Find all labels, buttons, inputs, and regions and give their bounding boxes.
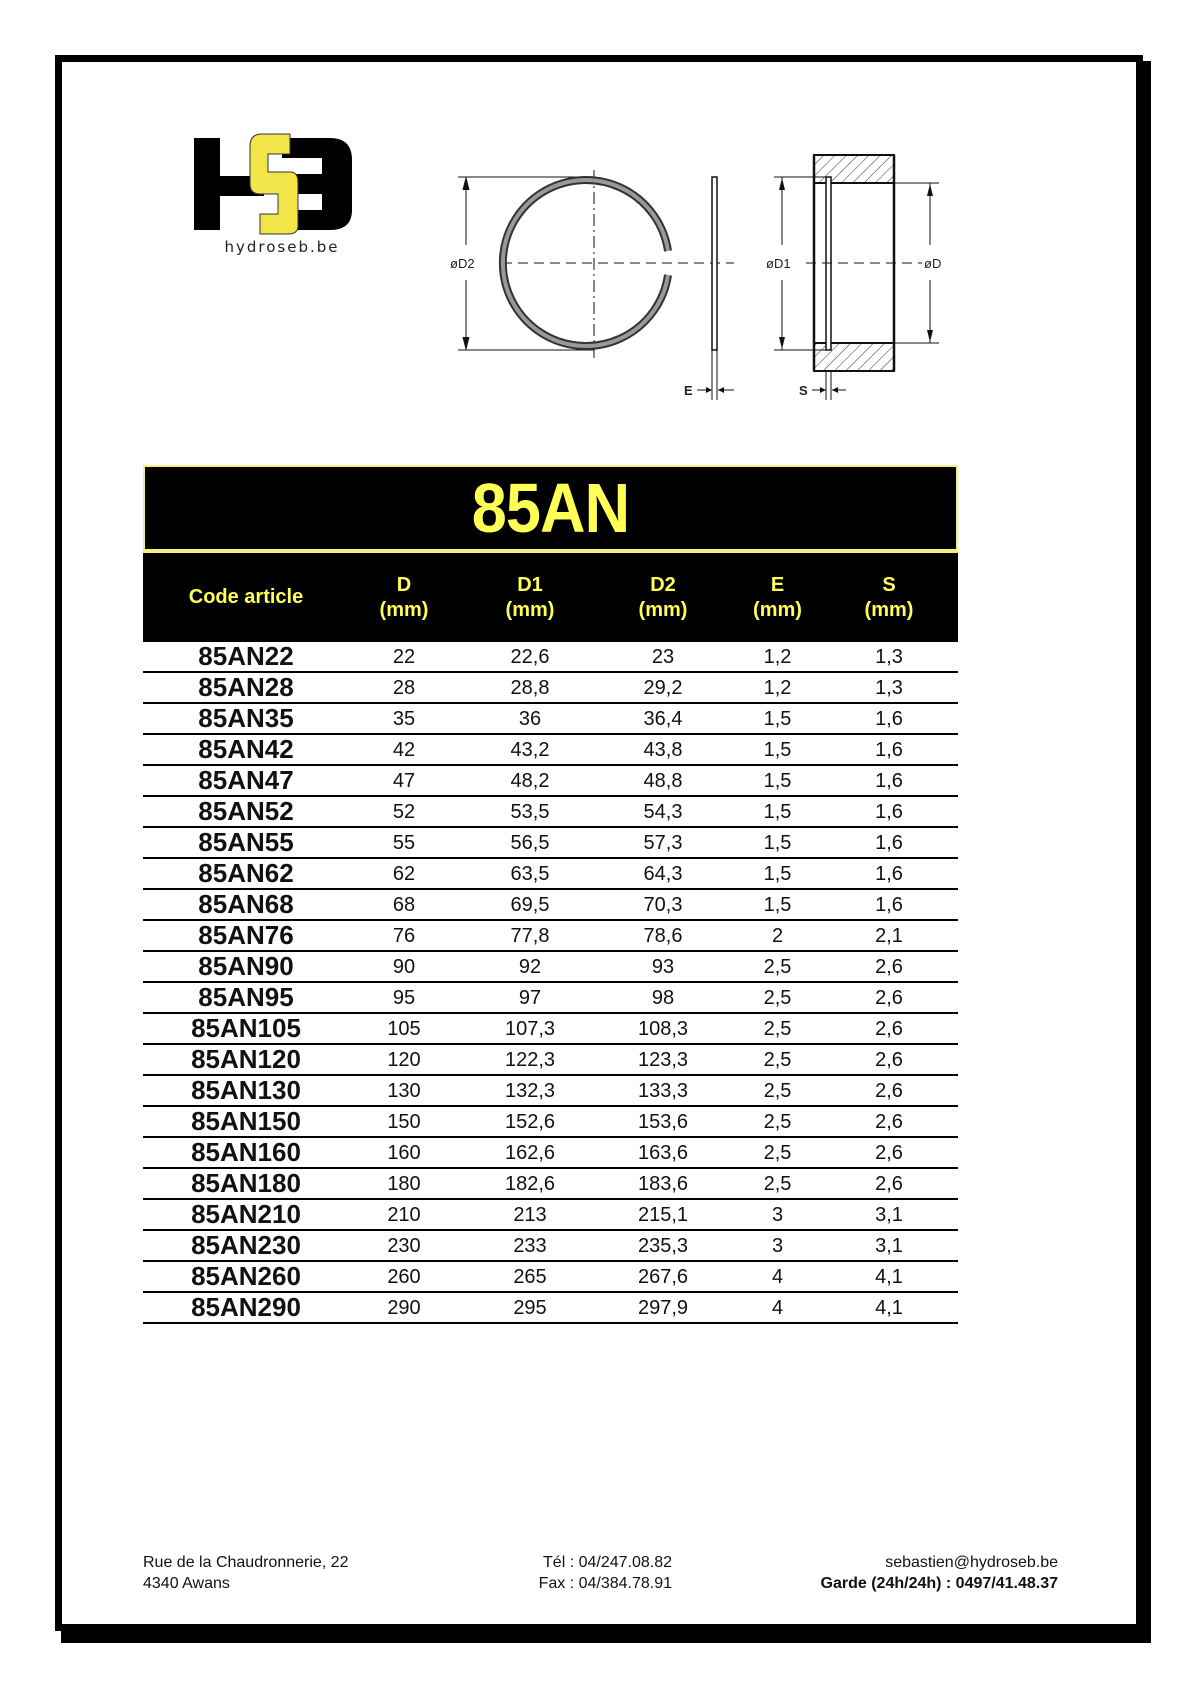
cell-d2: 133,3 — [637, 1080, 689, 1102]
cell-d2: 123,3 — [637, 1049, 689, 1071]
cell-code: 85AN52 — [198, 796, 294, 826]
table-row — [143, 797, 958, 828]
cell-d: 28 — [392, 677, 416, 699]
table-row — [143, 983, 958, 1014]
cell-e: 2,5 — [763, 1080, 792, 1102]
cell-d2: 267,6 — [637, 1266, 689, 1288]
cell-d2: 54,3 — [643, 801, 683, 823]
cell-d: 62 — [392, 863, 416, 885]
cell-d2: 153,6 — [637, 1111, 689, 1133]
cell-d1: 162,6 — [504, 1142, 556, 1164]
cell-s: 2,6 — [875, 987, 903, 1009]
cell-e: 1,5 — [763, 801, 792, 823]
cell-d2: 297,9 — [637, 1297, 689, 1319]
cell-s: 1,6 — [875, 770, 903, 792]
logo-website-text: hydroseb.be — [224, 238, 340, 256]
cell-code: 85AN42 — [198, 734, 294, 764]
cell-d1: 295 — [513, 1297, 547, 1319]
cell-s: 2,6 — [875, 1080, 903, 1102]
footer-fax: Fax : 04/384.78.91 — [538, 1575, 672, 1592]
cell-e: 4 — [771, 1266, 784, 1288]
cell-code: 85AN62 — [198, 858, 294, 888]
cell-d: 68 — [392, 894, 416, 916]
page — [55, 55, 1143, 1631]
cell-code: 85AN76 — [198, 920, 294, 950]
cell-s: 2,1 — [875, 925, 903, 947]
cell-d: 210 — [387, 1204, 421, 1226]
cell-e: 2,5 — [763, 1111, 792, 1133]
cell-s: 1,3 — [875, 677, 903, 699]
cell-s: 4,1 — [875, 1297, 903, 1319]
cell-d: 47 — [392, 770, 416, 792]
table-row — [143, 704, 958, 735]
cell-d2: 215,1 — [637, 1204, 689, 1226]
cell-s: 3,1 — [875, 1235, 903, 1257]
cell-d1: 43,2 — [510, 739, 550, 761]
hs-logo-icon — [190, 130, 365, 240]
table-row — [143, 890, 958, 921]
cell-d: 180 — [387, 1173, 421, 1195]
cell-s: 2,6 — [875, 1049, 903, 1071]
cell-code: 85AN47 — [198, 765, 294, 795]
cell-d2: 64,3 — [643, 863, 683, 885]
cell-code: 85AN68 — [198, 889, 294, 919]
cell-d1: 36 — [518, 708, 542, 730]
cell-e: 3 — [771, 1235, 784, 1257]
table-row — [143, 1107, 958, 1138]
cell-e: 1,2 — [763, 646, 792, 668]
cell-d1: 122,3 — [504, 1049, 556, 1071]
footer-email[interactable]: sebastien@hydroseb.be — [885, 1554, 1058, 1571]
svg-text:øD1: øD1 — [766, 256, 791, 271]
cell-d1: 48,2 — [510, 770, 550, 792]
cell-d: 22 — [392, 646, 416, 668]
cell-e: 1,5 — [763, 770, 792, 792]
cell-e: 4 — [771, 1297, 784, 1319]
cell-s: 2,6 — [875, 1173, 903, 1195]
cell-d: 42 — [392, 739, 416, 761]
cell-code: 85AN230 — [191, 1230, 301, 1260]
cell-e: 2,5 — [763, 1173, 792, 1195]
cell-s: 3,1 — [875, 1204, 903, 1226]
cell-s: 1,6 — [875, 863, 903, 885]
cell-d2: 36,4 — [643, 708, 683, 730]
cell-s: 2,6 — [875, 1111, 903, 1133]
cell-d2: 93 — [651, 956, 675, 978]
cell-code: 85AN210 — [191, 1199, 301, 1229]
cell-d1: 152,6 — [504, 1111, 556, 1133]
table-row — [143, 1169, 958, 1200]
cell-s: 1,6 — [875, 832, 903, 854]
cell-e: 1,5 — [763, 863, 792, 885]
cell-d1: 213 — [513, 1204, 547, 1226]
cell-d2: 183,6 — [637, 1173, 689, 1195]
cell-code: 85AN95 — [198, 982, 294, 1012]
cell-d2: 163,6 — [637, 1142, 689, 1164]
cell-d2: 43,8 — [643, 739, 683, 761]
cell-code: 85AN28 — [198, 672, 294, 702]
cell-s: 1,6 — [875, 708, 903, 730]
cell-code: 85AN180 — [191, 1168, 301, 1198]
cell-s: 1,3 — [875, 646, 903, 668]
cell-d: 130 — [387, 1080, 421, 1102]
cell-d: 260 — [387, 1266, 421, 1288]
cell-e: 1,5 — [763, 832, 792, 854]
header-d: D (mm) — [379, 573, 429, 621]
cell-s: 1,6 — [875, 739, 903, 761]
cell-code: 85AN105 — [191, 1013, 301, 1043]
cell-d2: 108,3 — [637, 1018, 689, 1040]
cell-code: 85AN160 — [191, 1137, 301, 1167]
table-row — [143, 859, 958, 890]
footer-address: Rue de la Chaudronnerie, 22 4340 Awans — [143, 1554, 349, 1592]
cell-d2: 78,6 — [643, 925, 683, 947]
cell-e: 1,5 — [763, 739, 792, 761]
cell-d: 290 — [387, 1297, 421, 1319]
cell-d2: 70,3 — [643, 894, 683, 916]
table-row — [143, 1014, 958, 1045]
cell-d1: 182,6 — [504, 1173, 556, 1195]
cell-d: 55 — [392, 832, 416, 854]
cell-d1: 77,8 — [510, 925, 550, 947]
cell-code: 85AN90 — [198, 951, 294, 981]
cell-d: 90 — [392, 956, 416, 978]
cell-d2: 29,2 — [643, 677, 683, 699]
cell-d2: 48,8 — [643, 770, 683, 792]
table-row — [143, 828, 958, 859]
cell-d1: 265 — [513, 1266, 547, 1288]
cell-s: 2,6 — [875, 1018, 903, 1040]
cell-d: 120 — [387, 1049, 421, 1071]
cell-d: 150 — [387, 1111, 421, 1133]
cell-e: 2,5 — [763, 956, 792, 978]
cell-e: 1,5 — [763, 708, 792, 730]
cell-s: 4,1 — [875, 1266, 903, 1288]
table-row — [143, 642, 958, 673]
cell-code: 85AN290 — [191, 1292, 301, 1322]
cell-code: 85AN35 — [198, 703, 294, 733]
table-body — [143, 642, 958, 1324]
table-row — [143, 952, 958, 983]
hydroseb-logo — [190, 130, 365, 260]
cell-d1: 56,5 — [510, 832, 550, 854]
cell-code: 85AN260 — [191, 1261, 301, 1291]
table-row — [143, 921, 958, 952]
cell-d1: 28,8 — [510, 677, 550, 699]
footer-phone — [504, 1552, 672, 1594]
cell-e: 3 — [771, 1204, 784, 1226]
table-row — [143, 766, 958, 797]
cell-d: 35 — [392, 708, 416, 730]
table-header — [143, 551, 958, 642]
cell-d: 105 — [387, 1018, 421, 1040]
cell-s: 2,6 — [875, 1142, 903, 1164]
cell-d: 52 — [392, 801, 416, 823]
cell-e: 2,5 — [763, 987, 792, 1009]
cell-d1: 69,5 — [510, 894, 550, 916]
table-row — [143, 1045, 958, 1076]
cell-d1: 53,5 — [510, 801, 550, 823]
cell-d1: 132,3 — [504, 1080, 556, 1102]
cell-e: 2 — [771, 925, 784, 947]
table-row — [143, 1262, 958, 1293]
cell-d: 76 — [392, 925, 416, 947]
cell-s: 1,6 — [875, 801, 903, 823]
table-row — [143, 1200, 958, 1231]
cell-e: 2,5 — [763, 1049, 792, 1071]
cell-d1: 233 — [513, 1235, 547, 1257]
cell-d2: 23 — [651, 646, 675, 668]
cell-d2: 235,3 — [637, 1235, 689, 1257]
cell-d1: 97 — [518, 987, 542, 1009]
cell-code: 85AN120 — [191, 1044, 301, 1074]
table-row — [143, 1293, 958, 1324]
table-row — [143, 673, 958, 704]
cell-d: 95 — [392, 987, 416, 1009]
cell-code: 85AN130 — [191, 1075, 301, 1105]
product-title: 85AN — [471, 469, 630, 547]
header-code-article: Code article — [188, 586, 304, 608]
cell-e: 1,5 — [763, 894, 792, 916]
cell-d2: 98 — [651, 987, 675, 1009]
ring-drawing-icon — [444, 150, 964, 450]
svg-text:E: E — [684, 383, 693, 398]
cell-d: 230 — [387, 1235, 421, 1257]
ring-technical-diagram — [444, 150, 964, 450]
cell-code: 85AN150 — [191, 1106, 301, 1136]
product-title-banner — [143, 465, 958, 551]
cell-d1: 22,6 — [510, 646, 550, 668]
cell-d: 160 — [387, 1142, 421, 1164]
table-row — [143, 735, 958, 766]
cell-d1: 92 — [518, 956, 542, 978]
cell-d1: 63,5 — [510, 863, 550, 885]
footer-tel: Tél : 04/247.08.82 — [543, 1554, 672, 1571]
cell-d1: 107,3 — [504, 1018, 556, 1040]
cell-code: 85AN55 — [198, 827, 294, 857]
cell-s: 2,6 — [875, 956, 903, 978]
table-row — [143, 1138, 958, 1169]
svg-text:øD: øD — [924, 256, 942, 271]
cell-code: 85AN22 — [198, 641, 294, 671]
svg-text:S: S — [799, 383, 808, 398]
header-d1: D1 (mm) — [505, 573, 555, 621]
cell-e: 2,5 — [763, 1142, 792, 1164]
cell-s: 1,6 — [875, 894, 903, 916]
cell-e: 2,5 — [763, 1018, 792, 1040]
svg-text:øD2: øD2 — [450, 256, 475, 271]
cell-e: 1,2 — [763, 677, 792, 699]
header-s: S (mm) — [864, 573, 914, 621]
header-e: E (mm) — [753, 573, 802, 621]
footer-garde: Garde (24h/24h) : 0497/41.48.37 — [820, 1575, 1058, 1592]
cell-d2: 57,3 — [643, 832, 683, 854]
footer-contact — [702, 1552, 1058, 1594]
table-row — [143, 1231, 958, 1262]
header-d2: D2 (mm) — [638, 573, 688, 621]
table-row — [143, 1076, 958, 1107]
